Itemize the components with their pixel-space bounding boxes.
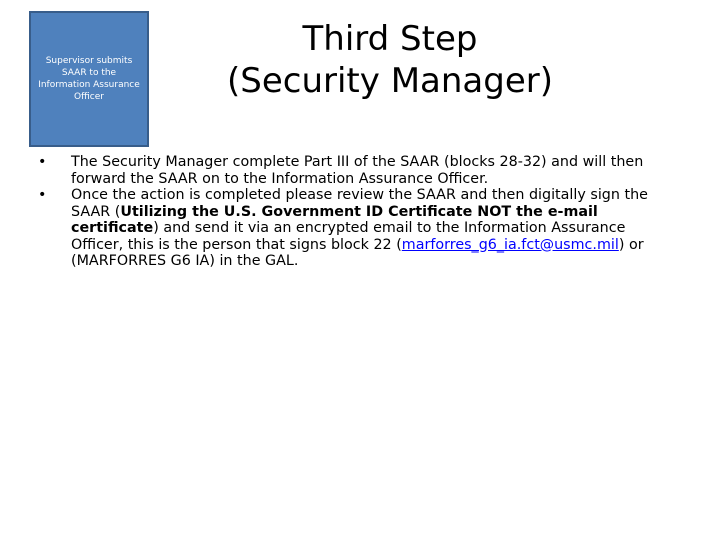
bullet-marker: • bbox=[38, 187, 47, 203]
bullet-text-2b: ) and send it via an encrypted email to the Information Assurance Officer, this is the person that signs block 22 ( bbox=[71, 220, 626, 253]
email-link[interactable]: marforres_g6_ia.fct@usmc.mil bbox=[401, 236, 619, 253]
bullet-text-2c: ) or (MARFORRES G6 IA) in the GAL. bbox=[71, 236, 644, 269]
bullet-text-1: The Security Manager complete Part III of the SAAR (blocks 28-32) and will then forward the SAAR on to the Information Assurance Officer. bbox=[71, 154, 644, 187]
bullet-list bbox=[38, 154, 678, 270]
slide-title-line-1: Third Step bbox=[302, 19, 478, 59]
bullet-item-2 bbox=[38, 187, 678, 270]
process-step-box bbox=[29, 11, 149, 147]
bullet-text-2-bold: Utilizing the U.S. Government ID Certificate NOT the e-mail certificate bbox=[71, 203, 598, 236]
slide-title bbox=[220, 18, 560, 102]
bullet-text-2a: Once the action is completed please review the SAAR and then digitally sign the SAAR ( bbox=[71, 187, 648, 220]
process-step-text: Supervisor submits SAAR to the Information Assurance Officer bbox=[38, 56, 140, 102]
bullet-item-1 bbox=[38, 154, 678, 187]
bullet-marker: • bbox=[38, 154, 47, 170]
slide-title-line-2: (Security Manager) bbox=[227, 61, 553, 101]
